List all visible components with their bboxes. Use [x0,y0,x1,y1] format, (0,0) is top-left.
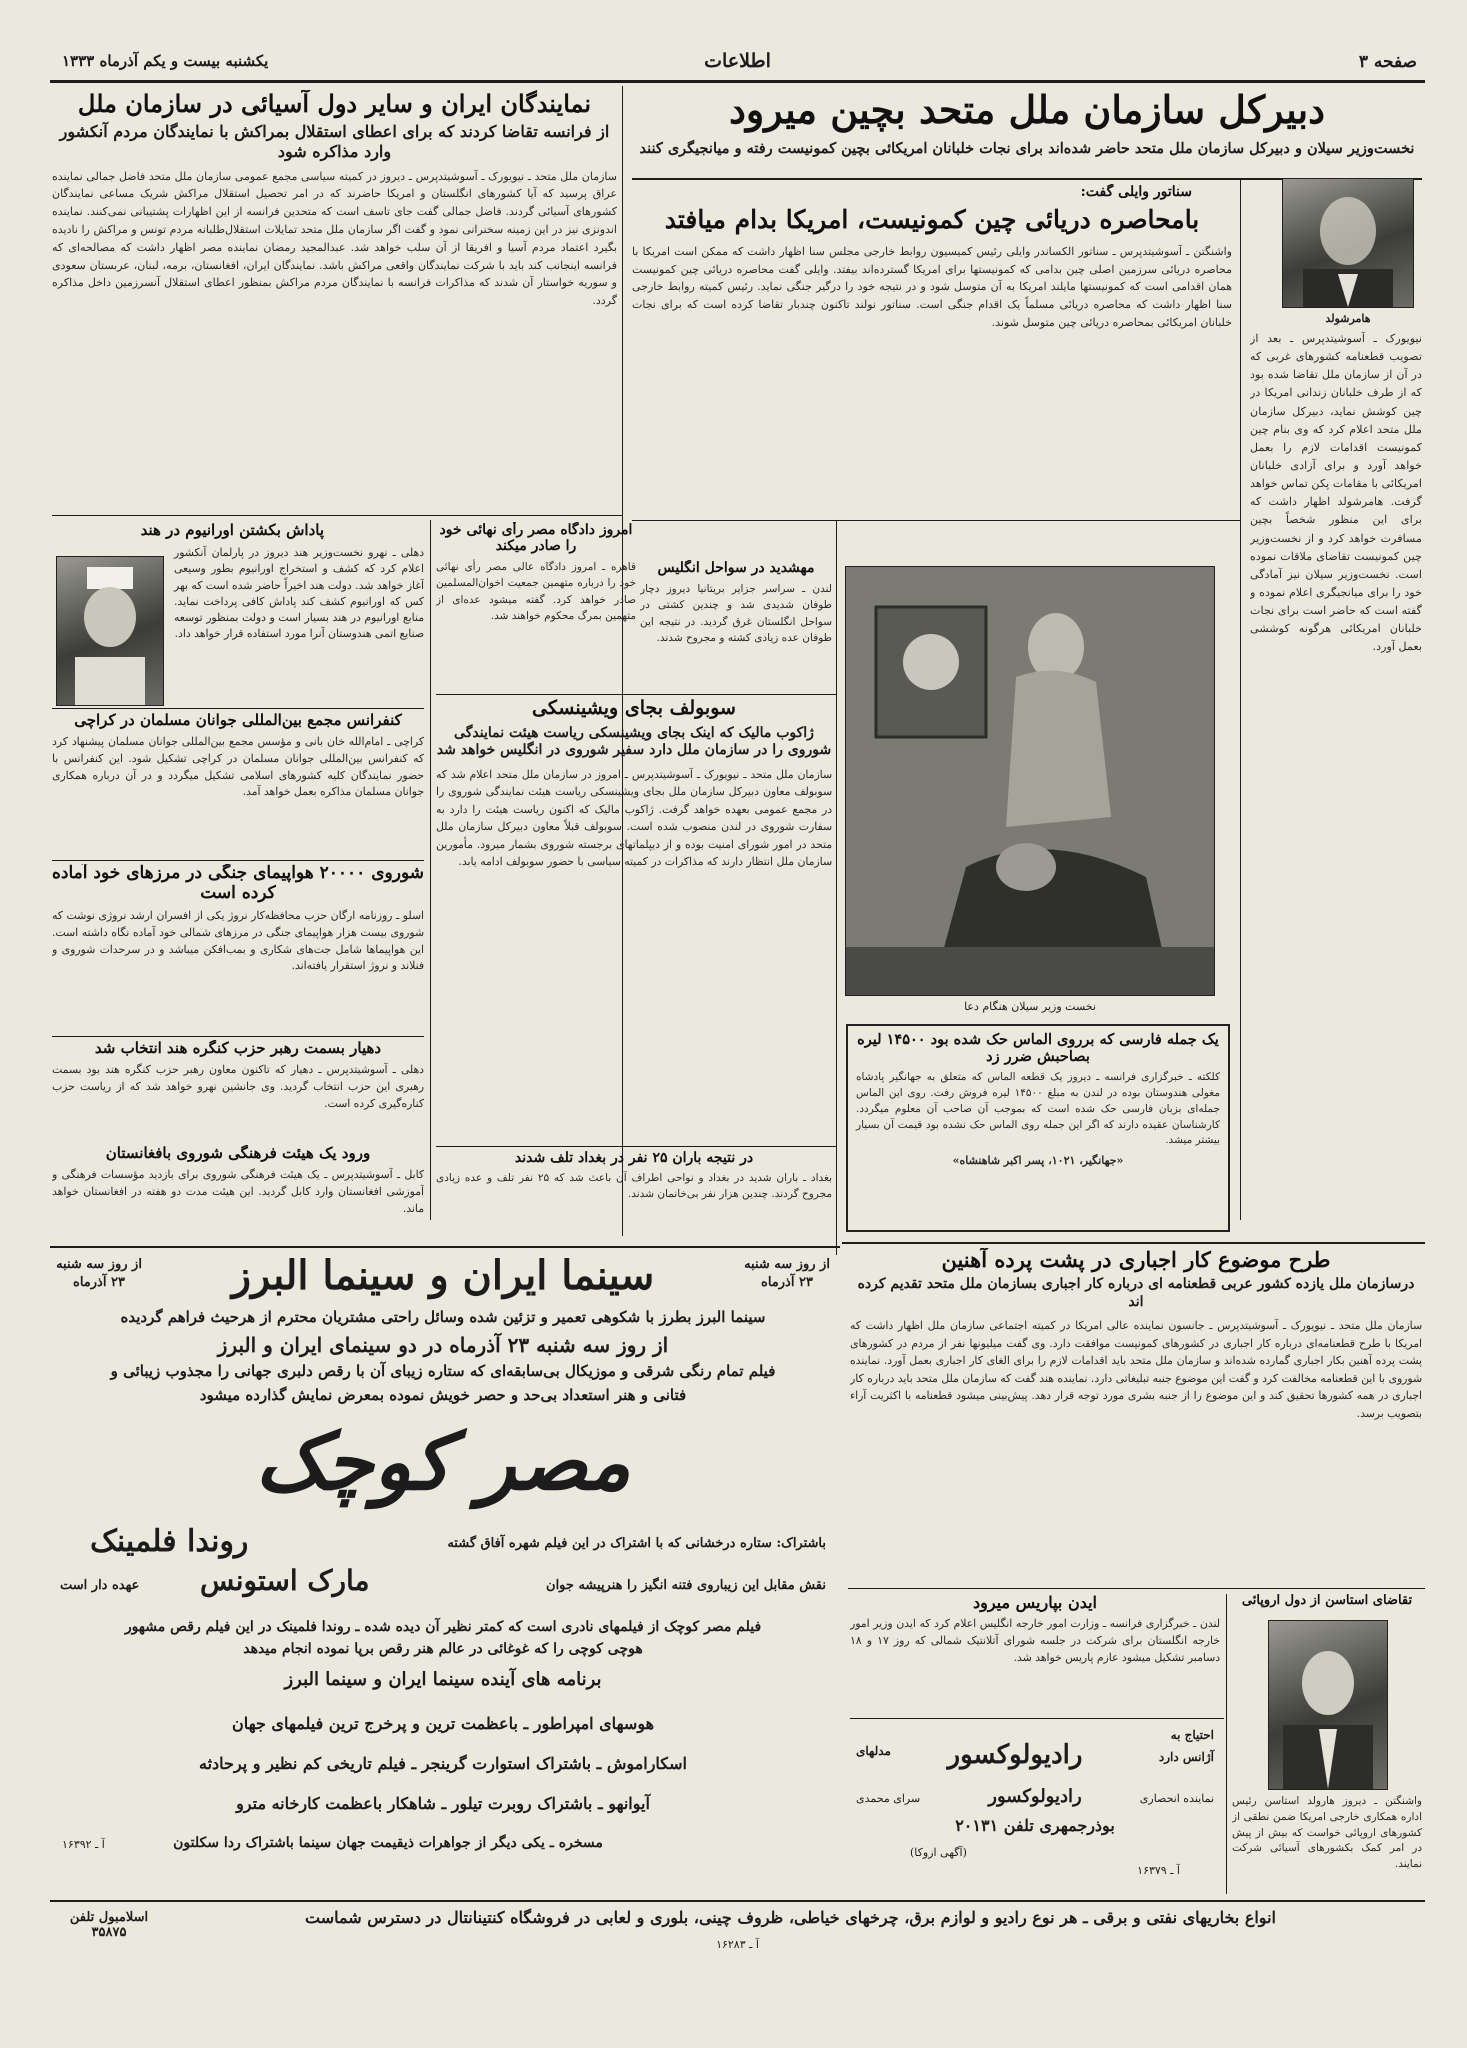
footer-ad-address: اسلامبول تلفن ۳۵۸۷۵ [69,1910,149,1940]
cinema-right-date: از روز سه شنبه ۲۳ آذرماه [744,1257,830,1290]
masthead-rule [50,80,1425,83]
hammarskjold-caption: هامرشولد [1325,312,1371,325]
lead-story [632,88,1422,178]
afghan-headline: ورود یک هیئت فرهنگی شوروی بافغانستان [105,1145,371,1162]
cinema-film-title: مصر کوچک [255,1417,631,1508]
vyshinsky-headline: سوبولف بجای ویشینسکی [532,698,736,719]
asian-headline: نمایندگان ایران و سایر دول آسیائی در سازمان ملل [77,90,592,118]
section-rule [50,1246,840,1248]
eden-headline: ایدن بپاریس میرود [973,1594,1097,1612]
cinema-line1: سینما البرز بطرز با شکوهی تعمیر و تزئین شده وسائل راحتی مشتریان محترم از هرحیث فراهم گردیده [120,1308,766,1326]
karachi-headline: کنفرانس مجمع بین‌المللی جوانان مسلمان در کراچی [74,712,402,729]
asian-rule [52,515,622,516]
hammarskjold-photo [1282,178,1414,308]
radio-tagline-left: آژانس دارد [1158,1750,1214,1764]
mid-rule [436,1146,836,1147]
diamond-body: کلکته ـ خبرگزاری فرانسه ـ دیروز یک قطعه الماس که متعلق به جهانگیر پادشاه مغولی هندوستان بوده در لندن به مبلغ ۱۴۵۰۰ لیره فروش رفت. روی این الماس جمله‌ای بزبان فارسی حک شده است که بموجب آن صاحب آن معلوم میگردد. کارشناسان عقیده دارند که اگر این جمله روی الماس حک نشده بود قیمت آن بسیار بیشتر میشد. [856,1071,1220,1147]
paper-name: اطلاعات [704,50,771,72]
radio-code: آ ـ ۱۶۳۷۹ [1137,1864,1180,1877]
continental-footer-ad [50,1906,1425,1966]
nehru-portrait-drawing [57,557,163,705]
nehru-photo [56,556,164,706]
lead-body: نیویورک ـ آسوشیتدپرس ـ بعد از تصویب قطعنامه کشورهای غربی که در آن از سازمان ملل تقاضا شده بود که از طرف خلبانان زندانی امریکا در چین کوشش نماید، دبیرکل سازمان ملل متحد اعلام کرد که وی بنام چین کمونیست اقدامات لازم را بعمل خواهد آورد و برای آزادی خلبانان امریکائی با مقامات پکن تماس خواهد گرفت. هامرشولد اظهار داشت که برای این منظور شخصاً بچین مسافرت خواهد کرد و از نخست‌وزیر چین کمونیست تقاضای ملاقات نموده است. نخست‌وزیر سیلان نیز آمادگی خود را برای میانجیگری اعلام نموده و گفته است که حاضر است برای نجات خلبانان امریکائی هرگونه کوششی بعمل آورد. [1250,332,1422,654]
soviet-planes-body: اسلو ـ روزنامه ارگان حزب محافظه‌کار نروژ یکی از افسران ارشد نروژی نوشت که شوروی بیست هزار هواپیمای جنگی در مرزهای شمالی خود آماده نگاه داشته است. این هواپیماها شامل جت‌های شکاری و بمب‌افکن میباشد و در سرحدات شوروی و فنلاند و نروژ استقرار یافته‌اند. [52,909,424,973]
portrait-drawing [1283,179,1413,307]
page-label: صفحه ۳ [1358,52,1417,72]
wiley-body: واشنگتن ـ آسوشیتدپرس ـ سناتور الکساندر وایلی رئیس کمیسیون روابط خارجی مجلس سنا اظهار داشت که ممکن است امریکا با محاصره دریائی سرزمین اصلی چین بدامی که کمونیستها برای امریکا گسترده‌اند بیفتد. وایلی گفت محاصره دریائی چین کمونیست همان اقدامی است که کمونیستها مایلند امریکا به آن متوسل شود و در نتیجه خود را درگیر جنگی نماید. رئیس کمیته روابط خارجی سنا اظهار داشت که محاصره دریائی مسلماً یک اقدام جنگی است. سناتور نولند تاکنون چندبار تقاضا کرده است که برای نجات خلبانان امریکائی بمحاصره دریائی چین متوسل شوند. [632,244,1232,330]
baghdad-body: بغداد ـ باران شدید در بغداد و نواحی اطراف آن باعث شد که ۲۵ نفر تلف و عده زیادی مجروح گردند. چندین هزار نفر بی‌خانمان شدند. [436,1172,832,1200]
forced-labor-body: سازمان ملل متحد ـ نیویورک ـ آسوشیتدپرس ـ جانسون نماینده عالی امریکا در کمیته اجتماعی سازمان ملل اظهار داشت که امریکا با طرح قطعنامه‌ای درباره کار اجباری در کشورهای کمونیست موافقت دارد. وی گفت میلیونها نفر از مردم در کشورهای پشت پرده آهنین بکار اجباری گمارده شده‌اند و سازمان ملل متحد باید اقدامات لازم را برای الغای کار اجباری بعمل آورد. نماینده شوروی با این قطعنامه مخالفت کرد و گفت این موضوع جنبه تبلیغاتی دارد. نماینده هند گفت که سازمان ملل متحد باید درباره کار اجباری در همه کشورها تحقیق کند و این موضوع را از جنبه بشری مورد توجه قرار دهد. پیش‌بینی میشود قطعنامه با اکثریت آراء بتصویب برسد. [850,1319,1422,1420]
cinema-line2: از روز سه شنبه ۲۳ آذرماه در دو سینمای ایران و البرز [217,1333,669,1357]
column-rule [836,520,837,1255]
radio-tagline-right: احتیاج به [1170,1728,1214,1742]
radio-left-note: مدلهای [856,1744,891,1758]
cinema-upcoming: برنامه های آینده سینما ایران و سینما البرز [284,1669,602,1690]
cinema-costar-tail: عهده دار است [60,1578,140,1593]
cinema-desc1: فیلم مصر کوچک از فیلمهای نادری است که کمتر نظیر آن دیده شده ـ روندا فلمینک در این فیلم رقص مشهور [124,1619,762,1635]
karachi-story [52,712,424,857]
egypt-court-body: قاهره ـ امروز دادگاه عالی مصر رأی نهائی خود را درباره متهمین جمعیت اخوان‌المسلمین صادر خواهد کرد. گفته میشود عده‌ای از متهمین بمرگ محکوم خواهند شد. [436,561,636,622]
soviet-planes-story [52,864,424,1034]
vyshinsky-subhead: ژاکوب مالیک که اینک بجای ویشینسکی ریاست هیئت نمایندگی شوروی را در سازمان ملل دارد سفیر شوروی در انگلیس خواهد شد [436,724,832,759]
issue-date: یکشنبه بیست و یکم آذرماه ۱۳۳۳ [62,52,269,70]
baghdad-story [436,1150,832,1238]
egypt-court-story [436,522,636,692]
vyshinsky-body: سازمان ملل متحد ـ نیویورک ـ آسوشیتدپرس ـ امروز در سازمان ملل متحد اعلام شد که سوبولف معاون دبیرکل سازمان ملل بجای ویشینسکی ریاست هیئت نمایندگی شوروی را در مجمع عمومی بعهده خواهد گرفت. ژاکوب مالیک که اکنون ریاست هیئت را دارد به سفارت شوروی در لندن منصوب شده است. سوبولف قبلاً معاون دبیرکل سازمان ملل متحد در امور شورای امنیت بوده و از دیپلماتهای برجسته شوروی بشمار میرود. مأمورین سازمان ملل انتظار دارند که مذاکرات در کمیته سیاسی با حضور سوبولف ادامه یابد. [436,767,832,869]
left-rule [52,708,424,709]
radio-shop: سرای محمدی [856,1792,921,1805]
baghdad-headline: در نتیجه باران ۲۵ نفر در بغداد تلف شدند [514,1150,754,1166]
europe-aid-body: واشنگتن ـ دیروز هارولد استاسن رئیس اداره همکاری خارجی امریکا ضمن نطقی از کشورهای اروپائی خواست که بیش از پیش در امر کمک بکشورهای آسیائی شرکت نمایند. [1232,1795,1422,1870]
cinema-film5: مسخره ـ یکی دیگر از جواهرات ذیقیمت جهان سینما باشتراک ردا سکلتون [173,1835,603,1851]
radio-agency: نماینده انحصاری [1139,1792,1214,1805]
soviet-planes-headline: شوروی ۲۰۰۰۰ هواپیمای جنگی در مرزهای خود آماده کرده است [52,864,424,903]
storm-headline: مهشدید در سواحل انگلیس [657,560,815,576]
masthead [50,48,1425,76]
lead-subhead: نخست‌وزیر سیلان و دبیرکل سازمان ملل متحد حاضر شده‌اند برای نجات خلبانان امریکائی بچین کمونیست رفته و میانجیگری کنند [639,139,1415,157]
radio-brand-line: رادیولوکسور [988,1786,1082,1807]
vyshinsky-story [436,698,832,1143]
cinema-star-note: باشتراک: ستاره درخشانی که با اشتراک در این فیلم شهره آفاق گشته [447,1536,826,1551]
forced-labor-story [850,1248,1422,1580]
nehru-headline: پاداش بکشتن اورانیوم در هند [140,522,324,539]
cinema-title: سینما ایران و سینما البرز [231,1252,655,1299]
cinema-film2: هوسهای امپراطور ـ باعظمت ترین و پرخرج ترین فیلمهای جهان [231,1714,655,1733]
cinema-star: روندا فلمینک [90,1524,249,1559]
eden-body: لندن ـ خبرگزاری فرانسه ـ وزارت امور خارجه انگلیس اعلام کرد که ایدن وزیر امور خارجه انگلستان برای شرکت در جلسه شورای آتلانتیک شمالی که روز ۱۷ و ۱۸ دسامبر تشکیل میشود عازم پاریس خواهد شد. [850,1617,1220,1664]
eden-rule [850,1718,1224,1719]
diamond-quote: «جهانگیر، ۱۰۲۱، پسر اکبر شاهنشاه» [952,1154,1124,1168]
cinema-line4: فتانی و هنر استعداد بی‌حد و حصر خویش نموده بمعرض نمایش گذارده میشود [199,1386,687,1404]
lead-headline: دبیرکل سازمان ملل متحد بچین میرود [728,88,1326,132]
prayer-scene-drawing [846,567,1214,995]
cinema-film4: آیوانهو ـ باشتراک روبرت تیلور ـ شاهکار باعظمت کارخانه مترو [236,1794,650,1813]
footer-rule [50,1900,1425,1902]
congress-body: دهلی ـ آسوشیتدپرس ـ دهیار که تاکنون معاون رهبر حزب کنگره هند بود بسمت رهبری این حزب انتخاب گردید. وی جانشین نهرو خواهد شد که از ریاست حزب کناره‌گیری کرده است. [52,1063,424,1110]
cinema-film3: اسکاراموش ـ باشتراک استوارت گرینجر ـ فیلم تاریخی کم نظیر و پرحادثه [199,1754,687,1773]
storm-story [640,560,832,690]
karachi-body: کراچی ـ امام‌الله خان بانی و مؤسس مجمع بین‌المللی جوانان مسلمان پیشنهاد کرد که کنفرانس بین‌المللی جوانان مسلمان در کراچی تشکیل شود. این کنفرانس با حضور نمایندگان کلیه کشورهای اسلامی تشکیل میگردد و در آن درباره همکاری جوانان مسلمان مذاکره بعمل خواهد آمد. [52,735,424,799]
mid-rule [436,694,836,695]
wiley-headline: بامحاصره دریائی چین کمونیست، امریکا بدام میافتد [664,205,1200,235]
ceylon-pm-caption: نخست وزیر سیلان هنگام دعا [964,1000,1096,1013]
cinema-costar-note: نقش مقابل این زیباروی فتنه انگیز را هنرپیشه جوان [546,1578,826,1593]
forced-labor-rule [848,1588,1425,1589]
radio-address: بوذرجمهری تلفن ۲۰۱۳۱ [955,1816,1115,1835]
cinema-line3: فیلم تمام رنگی شرقی و موزیکال بی‌سابقه‌ای که ستاره زیبای آن با رقص دلبری جهانی را مجذوب زیبائی و [110,1362,776,1380]
asian-states-story [52,90,617,510]
forced-labor-subhead: درسازمان ملل یازده کشور عربی قطعنامه ای درباره کار اجباری بسازمان ملل متحد تقدیم کرده اند [857,1276,1415,1310]
cinema-desc2: هوچی کوچی را که غوغائی در عالم هنر رقص برپا نموده انجام میدهد [243,1641,643,1657]
forced-labor-headline: طرح موضوع کار اجباری در پشت پرده آهنین [941,1248,1331,1272]
afghan-story [52,1145,424,1241]
cinema-left-date: از روز سه شنبه ۲۳ آذرماه [56,1257,142,1290]
wiley-rule [632,520,1240,521]
diamond-headline: یک جمله فارسی که برروی الماس حک شده بود ۱۴۵۰۰ لیره بصاحبش ضرر زد [857,1031,1219,1065]
europe-aid-headline: تقاضای استاسن از دول اروپائی [1241,1594,1413,1608]
egypt-court-headline: امروز دادگاه مصر رأی نهائی خود را صادر میکند [439,522,633,555]
section-rule [842,1242,1425,1244]
wiley-story [632,184,1232,519]
radio-luxor-ad [850,1724,1220,1892]
column-rule [1226,1594,1227,1894]
column-rule [430,520,431,1220]
afghan-body: کابل ـ آسوشیتدپرس ـ یک هیئت فرهنگی شوروی برای بازدید مؤسسات فرهنگی و آموزشی افغانستان وارد کابل گردید. این هیئت مدت دو هفته در افغانستان خواهد ماند. [52,1168,424,1215]
cinema-costar: مارک استونس [200,1564,370,1597]
radio-ad-label: (آگهی ازوکا) [910,1846,967,1859]
cinema-ad [50,1252,836,1897]
diamond-story [846,1024,1230,1232]
congress-story [52,1040,424,1142]
eden-story [850,1594,1220,1714]
wiley-kicker: سناتور وایلی گفت: [1080,184,1192,200]
cinema-code: آ ـ ۱۶۳۹۲ [62,1838,105,1851]
radio-title: رادیولوکسور [947,1740,1083,1770]
ceylon-pm-photo [845,566,1215,996]
asian-body: سازمان ملل متحد ـ نیویورک ـ آسوشیتدپرس ـ دیروز در کمیته سیاسی مجمع عمومی سازمان ملل متحد فاضل جمالی نماینده عراق پرسید که آیا کشورهای انگلستان و امریکا حاضرند که در امر تحصیل استقلال مراکش شریک مساعی نمایندگان کشورهای آسیائی گردند. فاضل جمالی گفت جای تاسف است که متحدین فرانسه از این اظهارات پشتیبانی نمی‌کنند. نماینده اندونزی نیز در این زمینه سخنرانی نمود و گفت اگر سازمان ملل متحد تمایلات استقلال‌طلبانه مردم تونس و مراکش را نادیده بگیرد اعتماد مردم آسیا و افریقا از آن سلب خواهد شد. عبدالمجید رمضان نماینده مصر اظهار داشت که مصالحه‌ای که فرانسه اینجانب کند باید با شرکت نمایندگان واقعی مراکش باشد. نمایندگان ایران، افغانستان، برمه، لبنان، عربستان سعودی و سوریه خواستار آن شدند که مذاکرات فرانسه با نمایندگان مردم مراکش بمنظور اعطای استقلال آنسرزمین داخل مذاکره گردد. [52,169,617,308]
nehru-body: دهلی ـ نهرو نخست‌وزیر هند دیروز در پارلمان آنکشور اعلام کرد که کشف و استخراج اورانیوم بطور وسیعی آغاز خواهد شد. دولت هند اخیراً حاضر شده است که بهر کس که اورانیوم کشف کند پاداش کافی پرداخت نماید. منابع اورانیوم در هند بسیار است و دولت بمنظور توسعه صنایع اتمی هندوستان آنرا مورد استفاده قرار خواهد داد. [174,546,424,641]
column-rule [1240,180,1241,1220]
asian-subhead: از فرانسه تقاضا کردند که برای اعطای استقلال بمراکش با نمایندگان مردم آنکشور وارد مذاکره شود [59,121,610,161]
footer-ad-text: انواع بخاریهای نفتی و برقی ـ هر نوع رادیو و لوازم برق، چرخهای خیاطی، ظروف چینی، بلوری و لعابی در فروشگاه کنتینانتال در دسترس شماست [305,1908,1276,1927]
left-rule [52,860,424,861]
congress-headline: دهیار بسمت رهبر حزب کنگره هند انتخاب شد [94,1040,382,1057]
stassen-portrait-drawing [1269,1621,1387,1789]
stassen-photo [1268,1620,1388,1790]
storm-body: لندن ـ سراسر جزایر بریتانیا دیروز دچار طوفان شدیدی شد و چندین کشتی در سواحل انگلستان غرق گردید. در نتیجه این طوفان عده زیادی کشته و مجروح شدند. [640,583,832,644]
left-rule [52,1036,424,1037]
footer-ad-code: آ ـ ۱۶۲۸۳ [716,1938,759,1951]
